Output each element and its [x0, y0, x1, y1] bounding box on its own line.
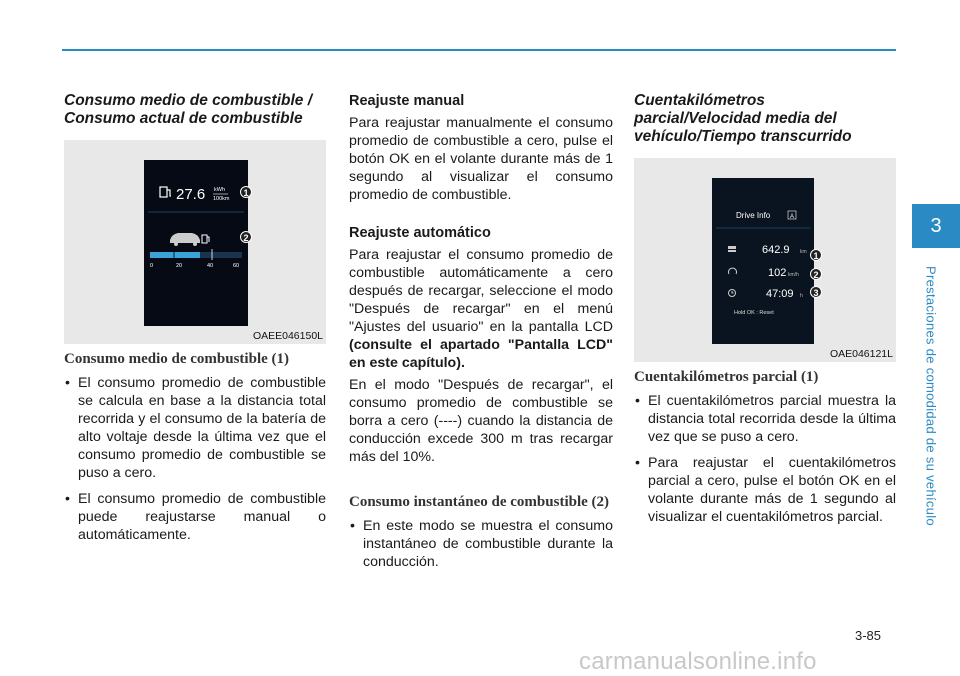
scale-label: 60 [233, 263, 240, 269]
figure-fuel-consumption [64, 140, 326, 344]
figure-drive-info [634, 158, 896, 362]
fuel-display-graphic [144, 160, 248, 326]
callout-badge-1: 1 [240, 186, 252, 198]
bullet-list [634, 392, 896, 526]
figure-code: OAE046121L [829, 348, 893, 360]
distance-unit: km [800, 249, 807, 255]
pump-small-icon [202, 235, 209, 243]
figure-code: OAEE046150L [252, 330, 323, 342]
clock-icon [729, 290, 736, 297]
callout-badge-1: 1 [810, 249, 822, 261]
speed-unit: km/h [788, 272, 799, 278]
bullet-item: • El consumo promedio de combustible se calcula en base a la distancia total recorrida y el consumo de la batería de alto voltaje desde la última vez que el consumo promedio de combustible se puso a cero. [64, 374, 326, 482]
column-1 [64, 92, 326, 544]
chapter-title: Prestaciones de comodidad de su vehículo [923, 266, 939, 526]
unit-bottom: 100km [213, 196, 230, 202]
scale-label: 20 [176, 263, 183, 269]
watermark: carmanualsonline.info [579, 648, 817, 675]
distance-value: 642.9 [762, 244, 790, 256]
reset-hint: Hold OK : Reset [734, 310, 774, 316]
callout-badge-2: 2 [240, 231, 252, 243]
drive-info-graphic [712, 178, 814, 344]
fuel-pump-icon [160, 187, 171, 197]
manual-reset-title: Reajuste manual [349, 93, 465, 109]
unit-top: kWh [214, 187, 225, 193]
top-rule [62, 49, 896, 51]
trip-icon [728, 246, 736, 252]
car-icon [170, 233, 200, 246]
instant-consumption-title: Consumo instantáneo de combustible (2) [349, 494, 610, 510]
callout-badge-3: 3 [810, 286, 822, 298]
chapter-title-vertical [919, 256, 943, 536]
chapter-tab: 3 [912, 204, 960, 248]
title-badge: A [790, 214, 795, 220]
section-title: Cuentakilómetros parcial (1) [634, 369, 819, 385]
bullet-list [64, 374, 326, 544]
cluster-screen [144, 160, 248, 326]
scale-label: 40 [207, 263, 214, 269]
time-value: 47:09 [766, 288, 794, 300]
page-number: 3-85 [855, 628, 882, 643]
auto-reset-title: Reajuste automático [349, 225, 491, 241]
time-unit: h [800, 293, 803, 299]
speed-icon [729, 268, 737, 274]
auto-reset-reference: (consulte el apartado "Pantalla LCD" en este capítulo). [349, 337, 613, 371]
bullet-item: • El cuentakilómetros parcial muestra la distancia total recorrida desde la última vez que se puso a cero. [634, 392, 896, 446]
drive-info-title: Drive Info [736, 211, 771, 220]
consumption-value: 27.6 [176, 186, 206, 203]
callout-badge-2: 2 [810, 268, 822, 280]
auto-reset-text [349, 246, 613, 372]
section-heading: Cuentakilómetros parcial/Velocidad media del vehículo/Tiempo transcurrido [634, 92, 852, 145]
column-2 [349, 92, 613, 571]
section-title: Consumo medio de combustible (1) [64, 351, 290, 367]
scale-label: 0 [150, 263, 154, 269]
bullet-item: • Para reajustar el cuentakilómetros parcial a cero, pulse el botón OK en el volante durante más de 1 segundo al visualizar el cuentakilómetros parcial. [634, 454, 896, 526]
bullet-item: • En este modo se muestra el consumo instantáneo de combustible durante la conducción. [349, 517, 613, 571]
section-heading: Consumo medio de combustible / Consumo actual de combustible [64, 92, 313, 127]
speed-value: 102 [768, 267, 787, 279]
instant-bar-fill [150, 252, 200, 258]
auto-reset-text-main: Para reajustar el consumo promedio de combustible automáticamente a cero después de recargar, seleccione el modo "Después de recargar" en el menú "Ajustes del usuario" en la pantalla LCD [349, 247, 613, 335]
after-recharge-text: En el modo "Después de recargar", el consumo promedio de combustible se borra a cero (----) cuando la distancia de conducción excede 300 m tras recargar más del 10%. [349, 377, 613, 465]
bullet-list [349, 517, 613, 571]
bullet-item: • El consumo promedio de combustible puede reajustarse manual o automáticamente. [64, 490, 326, 544]
column-3 [634, 92, 896, 526]
manual-reset-text: Para reajustar manualmente el consumo promedio de combustible a cero, pulse el botón OK en el volante durante más de 1 segundo al visualizar el consumo promedio de combustible. [349, 115, 613, 203]
drive-info-screen [712, 178, 814, 344]
